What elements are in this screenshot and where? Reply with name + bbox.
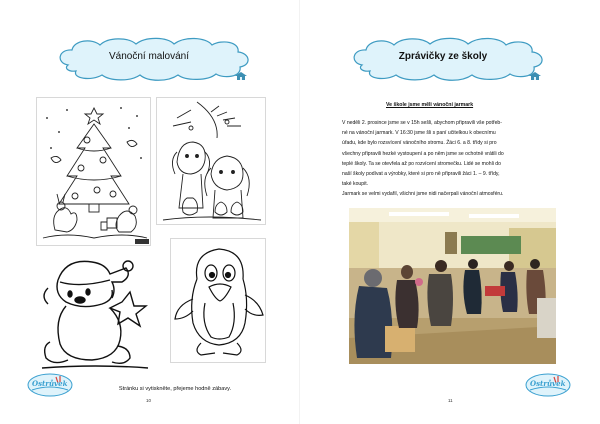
- logo-text: Ostrůvek: [32, 379, 68, 388]
- left-page-caption: Stránku si vytiskněte, přejeme hodně zábavy.: [118, 386, 232, 392]
- page-number-right: 11: [448, 398, 453, 403]
- right-page: [300, 0, 600, 424]
- article-line: úřadu, kde bylo rozsvícení vánočního stromu. Žáci 6. a 8. třídy si pro: [342, 140, 497, 147]
- ostruvek-logo-left: [26, 372, 74, 398]
- article-body: [342, 118, 554, 200]
- left-header-cloud: [54, 35, 274, 83]
- page-number-left: 10: [146, 398, 152, 403]
- article-heading: Ve škole jsme měli vánoční jarmark: [386, 102, 474, 108]
- right-header-title: Zprávičky ze školy: [398, 51, 488, 62]
- ostruvek-logo-right: [524, 372, 572, 398]
- coloring-tree-picture: [36, 97, 151, 246]
- article-line: také koupit.: [342, 181, 369, 188]
- coloring-penguin-picture: [170, 238, 266, 363]
- article-line: né na vánoční jarmark. V 16:30 jsme šli s paní učitelkou k obecnímu: [342, 130, 496, 137]
- logo-text: Ostrůvek: [530, 379, 566, 388]
- article-line: V neděli 2. prosince jsme se v 15h sešli, abychom připravili vše potřeb-: [342, 120, 502, 126]
- article-line: Jarmark se velmi vydařil, všichni jsme nidi načerpali vánoční atmosféru.: [342, 191, 504, 198]
- right-header-cloud: [348, 35, 568, 83]
- market-photo: [349, 208, 556, 364]
- article-line: naší školy podívat a výrobky, které si pro ně připravili žáci 1. – 9. třídy,: [342, 171, 500, 178]
- article-line: všechny připravili hezké vystoupení a po něm jsme se ochotně vrátili do: [342, 150, 504, 157]
- coloring-dogs-picture: [156, 97, 266, 225]
- left-header-title: Vánoční malování: [108, 51, 190, 62]
- article-line: teplé školy. Ta se otevřela až po rozvícení stromečku. Lidé se mohli do: [342, 160, 501, 167]
- coloring-bear-picture: [36, 250, 151, 372]
